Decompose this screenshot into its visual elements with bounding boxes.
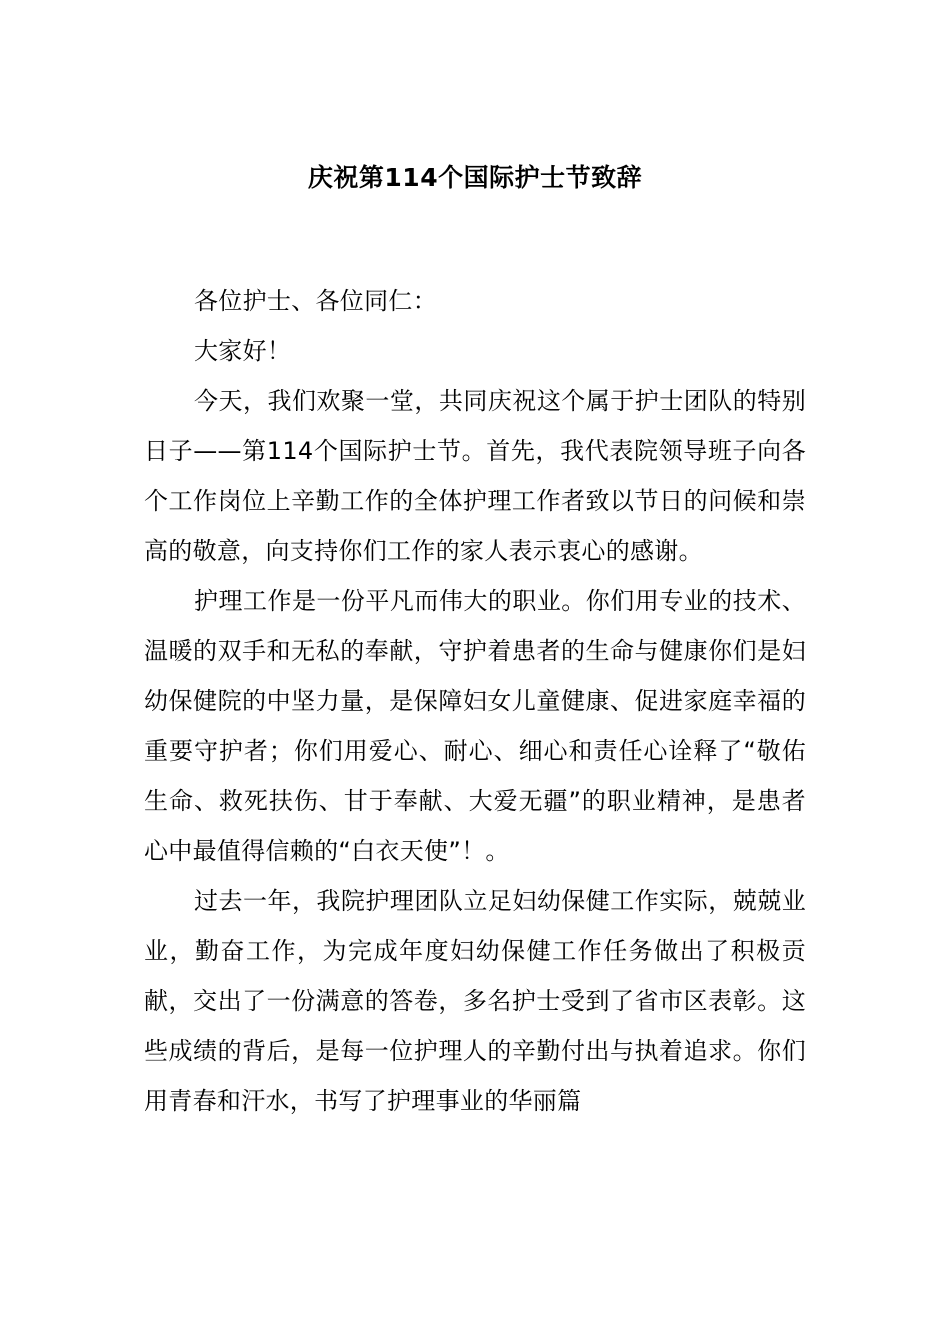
paragraph-2: 护理工作是一份平凡而伟大的职业。你们用专业的技术、温暖的双手和无私的奉献，守护着患者的生命与健康你们是妇幼保健院的中坚力量，是保障妇女儿童健康、促进家庭幸福的重要守护者；你们用爱心、耐心、细心和责任心诠释了“敬佑生命、救死扶伤、甘于奉献、大爱无疆”的职业精神，是患者心中最值得信赖的“白衣天使”！。 [144, 587, 806, 865]
paragraph-3: 过去一年，我院护理团队立足妇幼保健工作实际，兢兢业业，勤奋工作，为完成年度妇幼保健工作任务做出了积极贡献，交出了一份满意的答卷，多名护士受到了省市区表彰。这些成绩的背后，是每一位护理人的辛勤付出与执着追求。你们用青春和汗水，书写了护理事业的华丽篇 [144, 887, 806, 1115]
paragraph-1: 今天，我们欢聚一堂，共同庆祝这个属于护士团队的特别日子——第114个国际护士节。首先，我代表院领导班子向各个工作岗位上辛勤工作的全体护理工作者致以节日的问候和崇高的敬意，向支持你们工作的家人表示衷心的感谢。 [144, 387, 806, 565]
document-title: 庆祝第114个国际护士节致辞 [307, 163, 643, 192]
salutation: 各位护士、各位同仁： [194, 287, 437, 315]
greeting: 大家好！ [194, 337, 292, 365]
document-body [144, 276, 806, 1126]
